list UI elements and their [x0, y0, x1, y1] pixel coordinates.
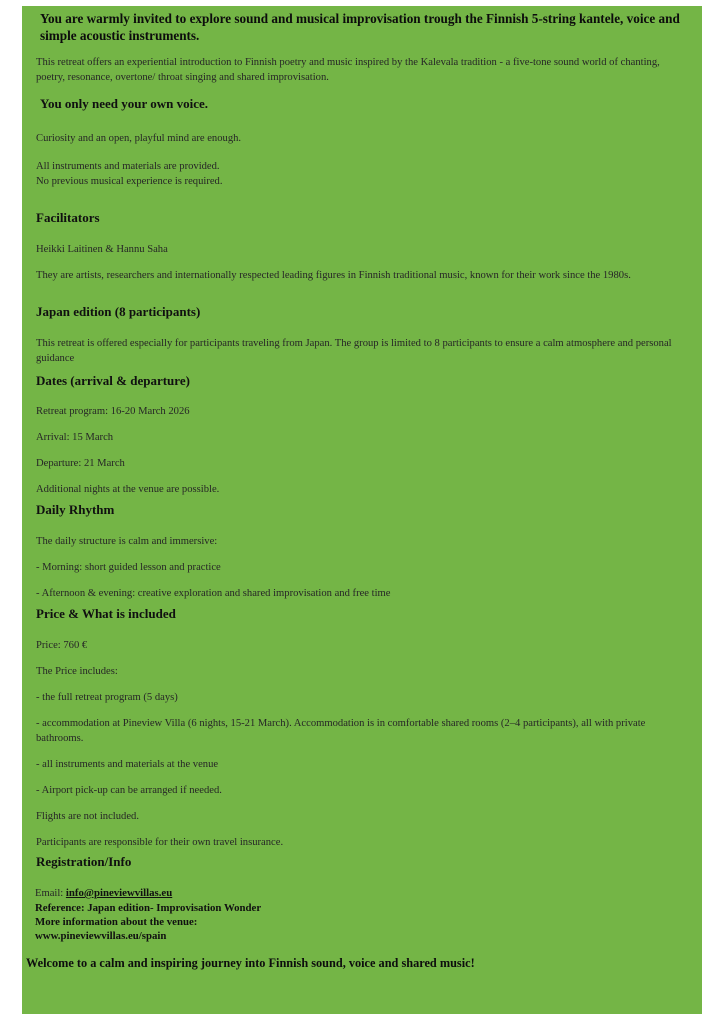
voice-line-2: All instruments and materials are provided. [36, 161, 220, 172]
price-insurance: Participants are responsible for their own travel insurance. [36, 837, 284, 848]
dates-heading: Dates (arrival & departure) [36, 373, 190, 388]
registration-reference: Reference: Japan edition- Improvisation Wonder [35, 902, 262, 914]
price-heading: Price & What is included [36, 606, 176, 621]
facilitators-heading: Facilitators [36, 210, 100, 225]
registration-heading: Registration/Info [36, 854, 132, 869]
rhythm-heading: Daily Rhythm [36, 502, 115, 517]
price-includes: The Price includes: [36, 666, 118, 677]
voice-line-3: No previous musical experience is required. [36, 176, 223, 187]
japan-heading: Japan edition (8 participants) [36, 304, 201, 319]
price-item-2: - accommodation at Pineview Villa (6 nights, 15-21 March). Accommodation is in comfortable shared rooms (2–4 participants), all with private bathrooms. [36, 718, 646, 744]
intro-description-block [36, 55, 688, 85]
price-item-4: - Airport pick-up can be arranged if needed. [36, 785, 222, 796]
japan-section [36, 304, 688, 320]
voice-section [40, 96, 688, 112]
registration-details [35, 886, 688, 943]
rhythm-intro: The daily structure is calm and immersive: [36, 536, 218, 547]
registration-email-line [35, 886, 688, 901]
rhythm-afternoon: - Afternoon & evening: creative exploration and shared improvisation and free time [36, 588, 391, 599]
dates-arrival: Arrival: 15 March [36, 432, 114, 443]
dates-program: Retreat program: 16-20 March 2026 [36, 406, 190, 417]
price-item-3: - all instruments and materials at the venue [36, 759, 219, 770]
facilitators-bio: They are artists, researchers and internationally respected leading figures in Finnish traditional music, known for their work since the 1980s. [36, 270, 631, 281]
flyer-panel [22, 6, 702, 1014]
voice-heading: You only need your own voice. [40, 96, 209, 111]
email-label: Email: [35, 888, 66, 899]
japan-text: This retreat is offered especially for participants traveling from Japan. The group is limited to 8 participants to ensure a calm atmosphere and personal guidance [36, 338, 672, 364]
email-link[interactable]: info@pineviewvillas.eu [65, 887, 173, 899]
dates-section [36, 373, 688, 389]
intro-headline: You are warmly invited to explore sound and musical improvisation trough the Finnish 5-string kantele, voice and simple acoustic instruments. [40, 11, 680, 43]
voice-line-1: Curiosity and an open, playful mind are enough. [36, 133, 242, 144]
price-section [36, 606, 688, 622]
facilitators-names: Heikki Laitinen & Hannu Saha [36, 244, 168, 255]
facilitators-section [36, 210, 688, 226]
price-item-1: - the full retreat program (5 days) [36, 692, 178, 703]
price-flights: Flights are not included. [36, 811, 139, 822]
rhythm-morning: - Morning: short guided lesson and practice [36, 562, 221, 573]
closing-section [26, 955, 688, 971]
price-amount: Price: 760 € [36, 640, 88, 651]
registration-more-info: More information about the venue: [35, 916, 198, 928]
registration-section [36, 854, 688, 870]
dates-extra: Additional nights at the venue are possible. [36, 484, 220, 495]
dates-departure: Departure: 21 March [36, 458, 125, 469]
rhythm-section [36, 502, 688, 518]
intro-description: This retreat offers an experiential introduction to Finnish poetry and music inspired by the Kalevala tradition - a five-tone sound world of chanting, poetry, resonance, overtone/ throat singing and shared improvisation. [36, 57, 660, 83]
closing-message: Welcome to a calm and inspiring journey into Finnish sound, voice and shared music! [26, 956, 475, 970]
registration-website[interactable]: www.pineviewvillas.eu/spain [35, 930, 167, 942]
intro-section [40, 10, 688, 44]
